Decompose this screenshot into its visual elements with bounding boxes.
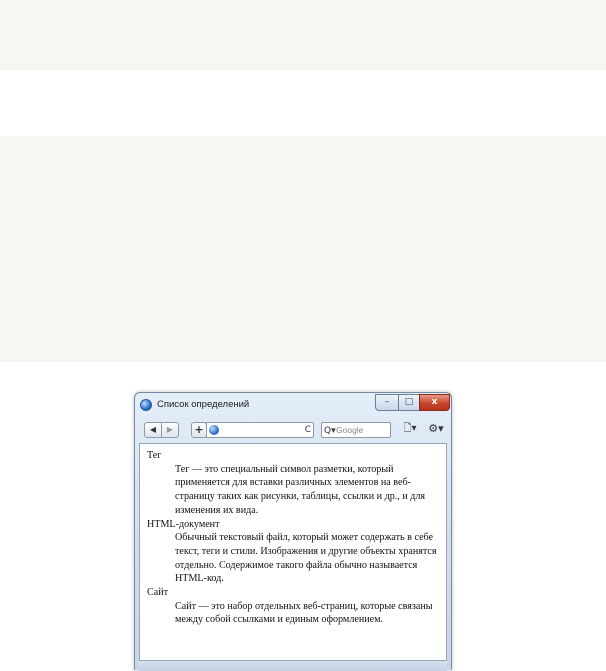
reload-icon[interactable]: C	[304, 425, 311, 435]
definition-list	[140, 444, 446, 632]
search-icon[interactable]: Q▾	[324, 426, 336, 436]
page-menu-button[interactable]	[401, 422, 419, 438]
address-bar[interactable]	[206, 422, 314, 438]
search-placeholder: Google	[336, 425, 364, 435]
gear-icon: ⚙▾	[428, 422, 444, 435]
browser-app-icon	[140, 399, 152, 411]
definition-description: Обычный текстовый файл, который может содержать в себе текст, теги и стили. Изображения и другие объекты хранятся отдельно. Содержимое такого файла обычно называется HTML-код.	[175, 532, 437, 585]
forward-button[interactable]	[161, 422, 179, 438]
window-title: Список определений	[157, 399, 250, 410]
middle-band	[0, 136, 606, 362]
tools-menu-button[interactable]	[425, 422, 447, 438]
definition-term: Тег	[147, 450, 162, 461]
definition-term: HTML-документ	[147, 518, 220, 530]
add-icon: +	[194, 423, 204, 436]
minimize-button[interactable]: –	[375, 394, 399, 411]
top-band	[0, 0, 606, 70]
definition-description: Тег — это специальный символ разметки, который применяется для вставки различных элементов на веб-страницу таких как рисунки, таблицы, ссылки и др., и для изменения их вида.	[175, 463, 426, 516]
forward-icon: ▶	[166, 425, 174, 434]
page-viewport	[139, 443, 447, 661]
close-button[interactable]: x	[419, 394, 450, 411]
definition-term: Сайт	[147, 587, 169, 599]
browser-window	[134, 392, 452, 670]
back-icon: ◀	[149, 425, 157, 434]
back-button[interactable]	[144, 422, 162, 438]
globe-icon	[209, 425, 219, 435]
search-input[interactable]	[321, 422, 391, 438]
title-bar[interactable]	[135, 393, 451, 417]
definition-description: Сайт — это набор отдельных веб-страниц, которые связаны между собой ссылками и единым оформлением.	[175, 600, 433, 626]
navigation-toolbar	[139, 419, 447, 441]
new-tab-button[interactable]	[191, 422, 207, 438]
maximize-button[interactable]: □	[398, 394, 420, 411]
page-icon: 🗋▾	[403, 423, 417, 434]
